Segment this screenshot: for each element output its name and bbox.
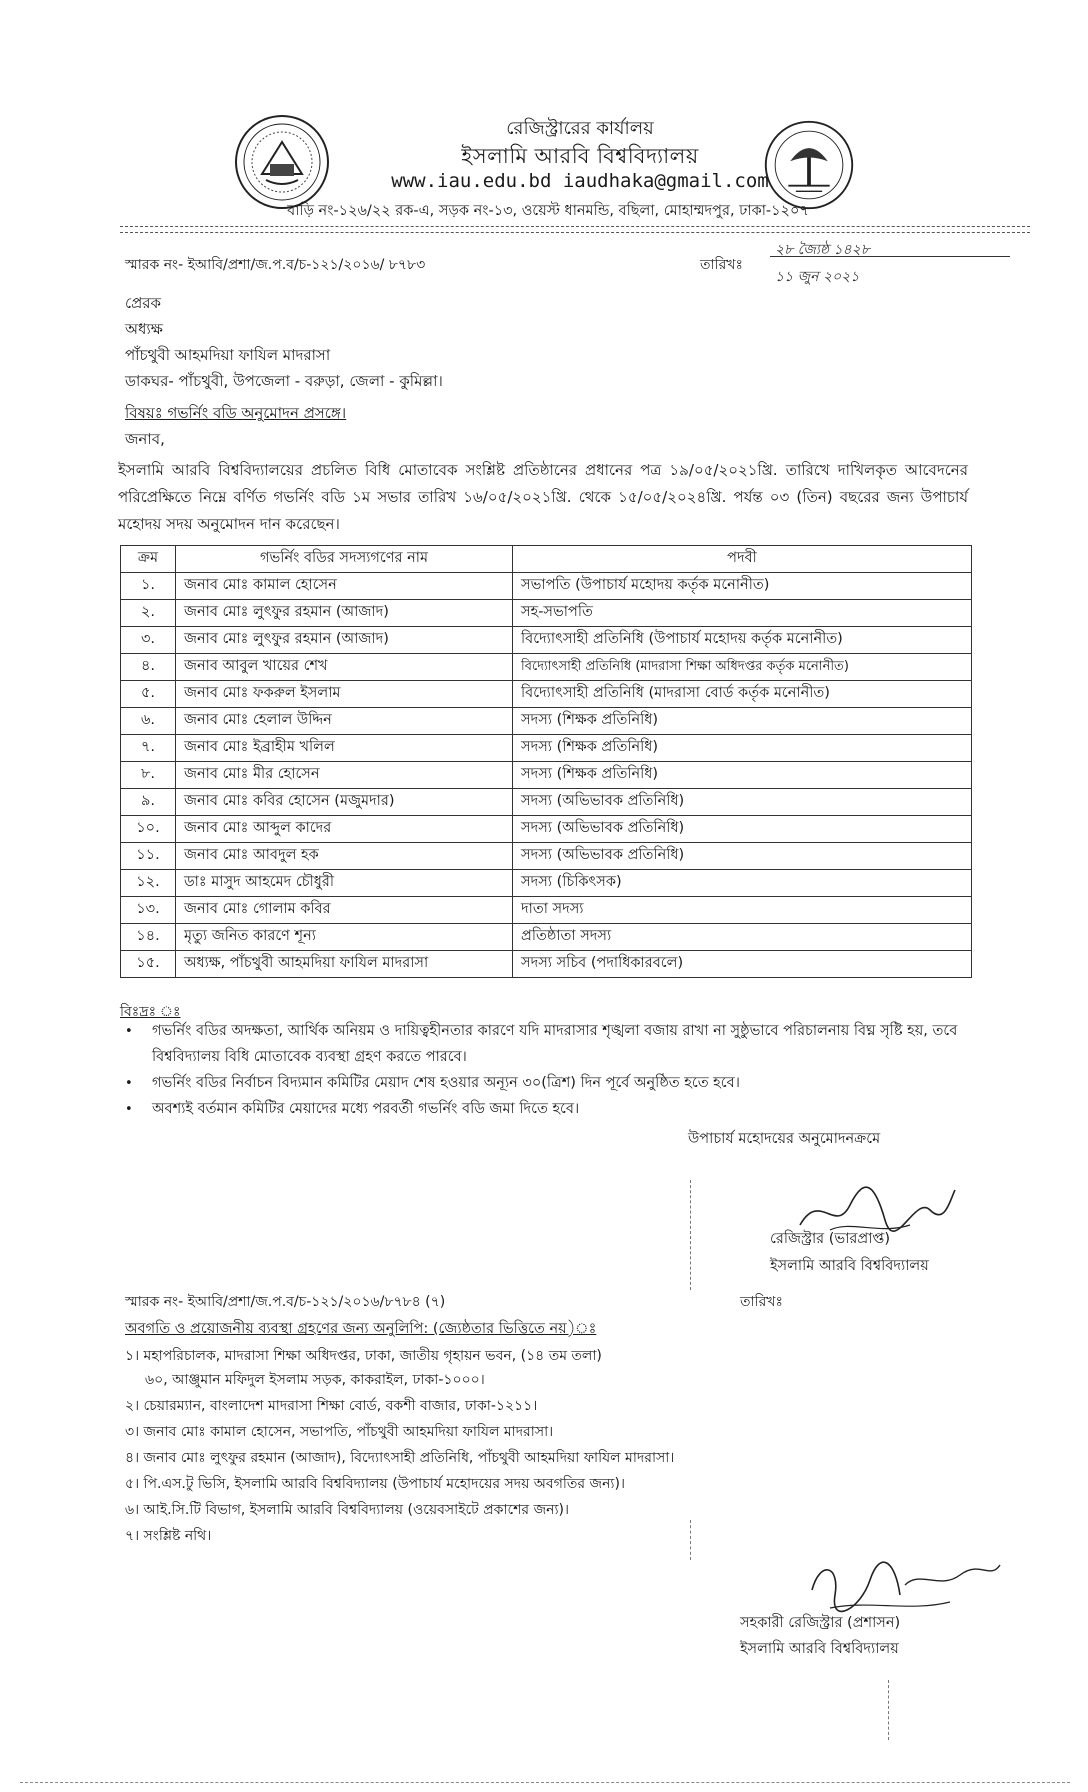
notes-title: বিঃদ্রঃ ঃ: [120, 1004, 181, 1020]
table-row: [121, 681, 972, 708]
member-post-cell: সদস্য সচিব (পদাধিকারবলে): [513, 951, 972, 978]
governing-body-table: [120, 545, 972, 978]
body-paragraph: ইসলামি আরবি বিশ্ববিদ্যালয়ের প্রচলিত বিধি মোতাবেক সংশ্লিষ্ট প্রতিষ্ঠানের প্রধানের পত্র ১৯/০৫/২০২১খ্রি. তারিখে দাখিলকৃত আবেদনের পরিপ্রেক্ষিতে নিম্নে বর্ণিত গভর্নিং বডি ১ম সভার তারিখ ১৬/০৫/২০২১খ্রি. থেকে ১৫/০৫/২০২৪খ্রি. পর্যন্ত ০৩ (তিন) বছরের জন্য উপাচার্য মহোদয় সদয় অনুমোদন দান করেছেন।: [118, 461, 968, 533]
member-post-cell: সহ-সভাপতি: [513, 600, 972, 627]
serial-cell: ৩.: [121, 627, 176, 654]
member-name-cell: অধ্যক্ষ, পাঁচথুবী আহমদিয়া ফাযিল মাদরাসা: [176, 951, 513, 978]
memo2-date-label: তারিখঃ: [740, 1294, 783, 1310]
member-name-cell: জনাব মোঃ আব্দুল কাদের: [176, 816, 513, 843]
serial-cell: ১০.: [121, 816, 176, 843]
scan-artifact: [690, 1520, 691, 1560]
member-post-cell: সদস্য (অভিভাবক প্রতিনিধি): [513, 789, 972, 816]
registrar-title: রেজিস্ট্রার (ভারপ্রাপ্ত): [770, 1231, 891, 1247]
recipient-line-2: অধ্যক্ষ: [125, 320, 163, 338]
copy-to-title: অবগতি ও প্রয়োজনীয় ব্যবস্থা গ্রহণের জন্য অনুলিপি: (জ্যেষ্ঠতার ভিত্তিতে নয়)ঃ: [125, 1321, 597, 1337]
subject-line: বিষয়ঃ গভর্নিং বডি অনুমোদন প্রসঙ্গে।: [125, 404, 347, 422]
recipient-line-1: প্রেরক: [125, 294, 162, 312]
assistant-registrar-org: ইসলামি আরবি বিশ্ববিদ্যালয়: [740, 1641, 899, 1657]
member-name-cell: জনাব মোঃ ইব্রাহীম খলিল: [176, 735, 513, 762]
serial-cell: ৪.: [121, 654, 176, 681]
column-header-post: পদবী: [513, 546, 972, 573]
recipient-line-3: পাঁচথুবী আহমদিয়া ফাযিল মাদরাসা: [125, 346, 331, 364]
member-post-cell: বিদ্যোৎসাহী প্রতিনিধি (মাদরাসা বোর্ড কর্তৃক মনোনীত): [513, 681, 972, 708]
scan-artifact: [888, 1680, 889, 1740]
serial-cell: ২.: [121, 600, 176, 627]
member-name-cell: জনাব মোঃ আবদুল হক: [176, 843, 513, 870]
bottom-edge-artifact: [20, 1782, 1070, 1783]
website-email: www.iau.edu.bd iaudhaka@gmail.com: [391, 170, 769, 192]
member-name-cell: জনাব মোঃ হেলাল উদ্দিন: [176, 708, 513, 735]
table-row: [121, 870, 972, 897]
header-divider-2: [120, 232, 1030, 233]
member-name-cell: মৃত্যু জনিত কারণে শূন্য: [176, 924, 513, 951]
member-name-cell: জনাব মোঃ লুৎফুর রহমান (আজাদ): [176, 600, 513, 627]
note-item: গভর্নিং বডির নির্বাচন বিদ্যমান কমিটির মেয়াদ শেষ হওয়ার অন্যূন ৩০(ত্রিশ) দিন পূর্বে অনুষ্ঠিত হতে হবে।: [152, 1075, 740, 1091]
recipient-line-4: ডাকঘর- পাঁচথুবী, উপজেলা - বরুড়া, জেলা - কুমিল্লা।: [125, 372, 443, 390]
member-post-cell: সদস্য (শিক্ষক প্রতিনিধি): [513, 735, 972, 762]
table-row: [121, 627, 972, 654]
serial-cell: ৫.: [121, 681, 176, 708]
bullet-icon: •: [125, 1102, 133, 1117]
table-row: [121, 924, 972, 951]
member-name-cell: জনাব মোঃ মীর হোসেন: [176, 762, 513, 789]
table-header-row: [121, 546, 972, 573]
note-item: গভর্নিং বডির অদক্ষতা, আর্থিক অনিয়ম ও দায়িত্বহীনতার কারণে যদি মাদরাসার শৃঙ্খলা বজায় রাখা না সুষ্ঠুভাবে পরিচালনায় বিঘ্ন সৃষ্টি হয়, তবে বিশ্ববিদ্যালয় বিধি মোতাবেক ব্যবস্থা গ্রহণ করতে পারবে।: [152, 1023, 958, 1065]
serial-cell: ১৪.: [121, 924, 176, 951]
member-post-cell: সদস্য (শিক্ষক প্রতিনিধি): [513, 762, 972, 789]
serial-cell: ৬.: [121, 708, 176, 735]
member-name-cell: জনাব মোঃ কামাল হোসেন: [176, 573, 513, 600]
copy-item: ৬০, আঞ্জুমান মফিদুল ইসলাম সড়ক, কাকরাইল, ঢাকা-১০০০।: [145, 1372, 485, 1388]
copy-item: ১। মহাপরিচালক, মাদরাসা শিক্ষা অধিদপ্তর, ঢাকা, জাতীয় গৃহায়ন ভবন, (১৪ তম তলা): [125, 1348, 602, 1364]
table-row: [121, 708, 972, 735]
member-post-cell: দাতা সদস্য: [513, 897, 972, 924]
column-header-serial: ক্রম: [121, 546, 176, 573]
serial-cell: ৮.: [121, 762, 176, 789]
table-row: [121, 654, 972, 681]
copy-item: ৭। সংশ্লিষ্ট নথি।: [125, 1528, 212, 1544]
note-item: অবশ্যই বর্তমান কমিটির মেয়াদের মধ্যে পরবর্তী গভর্নিং বডি জমা দিতে হবে।: [152, 1101, 580, 1117]
registrar-org: ইসলামি আরবি বিশ্ববিদ্যালয়: [770, 1258, 929, 1274]
serial-cell: ১২.: [121, 870, 176, 897]
date-label: তারিখঃ: [700, 257, 743, 273]
member-name-cell: জনাব আবুল খায়ের শেখ: [176, 654, 513, 681]
column-header-name: গভর্নিং বডির সদস্যগণের নাম: [176, 546, 513, 573]
table-row: [121, 762, 972, 789]
serial-cell: ৯.: [121, 789, 176, 816]
table-row: [121, 897, 972, 924]
serial-cell: ১.: [121, 573, 176, 600]
table-row: [121, 600, 972, 627]
salutation: জনাব,: [125, 430, 165, 448]
memo2-number: স্মারক নং- ইআবি/প্রশা/জ.প.ব/চ-১২১/২০১৬/৮৭৮৪ (৭): [125, 1294, 446, 1310]
memo-number: স্মারক নং- ইআবি/প্রশা/জ.প.ব/চ-১২১/২০১৬/ ৮৭৮৩: [125, 257, 426, 273]
date-bangla: ২৮ জ্যৈষ্ঠ ১৪২৮: [775, 242, 870, 258]
scan-artifact: [690, 1180, 691, 1290]
member-post-cell: বিদ্যোৎসাহী প্রতিনিধি (উপাচার্য মহোদয় কর্তৃক মনোনীত): [513, 627, 972, 654]
table-row: [121, 843, 972, 870]
table-row: [121, 735, 972, 762]
office-heading: রেজিস্ট্রারের কার্যালয়: [506, 118, 654, 139]
bullet-icon: •: [125, 1076, 133, 1091]
assistant-registrar-signature: [800, 1550, 1010, 1620]
date-english: ১১ জুন ২০২১: [775, 269, 860, 285]
member-post-cell: সদস্য (শিক্ষক প্রতিনিধি): [513, 708, 972, 735]
member-post-cell: বিদ্যোৎসাহী প্রতিনিধি (মাদরাসা শিক্ষা অধিদপ্তর কর্তৃক মনোনীত): [513, 654, 972, 681]
university-name: ইসলামি আরবি বিশ্ববিদ্যালয়: [461, 144, 699, 168]
member-post-cell: সদস্য (চিকিৎসক): [513, 870, 972, 897]
member-post-cell: সভাপতি (উপাচার্য মহোদয় কর্তৃক মনোনীত): [513, 573, 972, 600]
serial-cell: ১৫.: [121, 951, 176, 978]
university-address: বাড়ি নং-১২৬/২২ রক-এ, সড়ক নং-১৩, ওয়েস্ট ধানমন্ডি, বছিলা, মোহাম্মদপুর, ঢাকা-১২০৭: [287, 203, 809, 219]
member-post-cell: সদস্য (অভিভাবক প্রতিনিধি): [513, 816, 972, 843]
copy-item: ৬। আই.সি.টি বিভাগ, ইসলামি আরবি বিশ্ববিদ্যালয় (ওয়েবসাইটে প্রকাশের জন্য)।: [125, 1502, 569, 1518]
header-divider: [120, 226, 1030, 227]
assistant-registrar-title: সহকারী রেজিস্ট্রার (প্রশাসন): [740, 1615, 901, 1631]
member-post-cell: সদস্য (অভিভাবক প্রতিনিধি): [513, 843, 972, 870]
serial-cell: ৭.: [121, 735, 176, 762]
copy-item: ৩। জনাব মোঃ কামাল হোসেন, সভাপতি, পাঁচথুবী আহমদিয়া ফাযিল মাদরাসা।: [125, 1424, 554, 1440]
member-name-cell: জনাব মোঃ গোলাম কবির: [176, 897, 513, 924]
bullet-icon: •: [125, 1024, 133, 1039]
approval-line: উপাচার্য মহোদয়ের অনুমোদনক্রমে: [688, 1131, 881, 1147]
member-name-cell: জনাব মোঃ কবির হোসেন (মজুমদার): [176, 789, 513, 816]
member-name-cell: ডাঃ মাসুদ আহমেদ চৌধুরী: [176, 870, 513, 897]
member-name-cell: জনাব মোঃ ফকরুল ইসলাম: [176, 681, 513, 708]
copy-item: ৪। জনাব মোঃ লুৎফুর রহমান (আজাদ), বিদ্যোৎসাহী প্রতিনিধি, পাঁচথুবী আহমদিয়া ফাযিল মাদরাসা।: [125, 1450, 675, 1466]
table-row: [121, 573, 972, 600]
table-row: [121, 816, 972, 843]
date-rule: [770, 256, 1010, 257]
serial-cell: ১৩.: [121, 897, 176, 924]
table-row: [121, 951, 972, 978]
member-name-cell: জনাব মোঃ লুৎফুর রহমান (আজাদ): [176, 627, 513, 654]
copy-item: ৫। পি.এস.টু ভিসি, ইসলামি আরবি বিশ্ববিদ্যালয় (উপাচার্য মহোদয়ের সদয় অবগতির জন্য)।: [125, 1476, 625, 1492]
table-row: [121, 789, 972, 816]
member-post-cell: প্রতিষ্ঠাতা সদস্য: [513, 924, 972, 951]
serial-cell: ১১.: [121, 843, 176, 870]
copy-item: ২। চেয়ারম্যান, বাংলাদেশ মাদরাসা শিক্ষা বোর্ড, বকশী বাজার, ঢাকা-১২১১।: [125, 1398, 538, 1414]
